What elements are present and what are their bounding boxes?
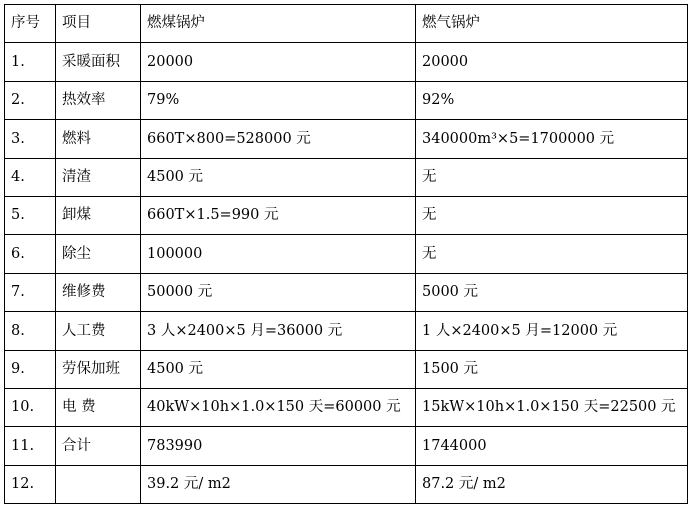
table-row <box>5 196 688 234</box>
row-item: 电 费 <box>56 388 141 426</box>
row-item <box>56 465 141 503</box>
row-index: 10. <box>5 388 56 426</box>
row-coal-boiler-value: 50000 元 <box>141 273 416 311</box>
row-gas-boiler-value: 15kW×10h×1.0×150 天=22500 元 <box>416 388 688 426</box>
row-item: 人工费 <box>56 312 141 350</box>
comparison-table <box>4 4 688 504</box>
row-item: 合计 <box>56 427 141 465</box>
row-index: 6. <box>5 235 56 273</box>
row-gas-boiler-value: 1500 元 <box>416 350 688 388</box>
row-gas-boiler-value: 20000 <box>416 43 688 81</box>
header-gas-boiler: 燃气锅炉 <box>416 5 688 43</box>
header-index: 序号 <box>5 5 56 43</box>
row-coal-boiler-value: 660T×800=528000 元 <box>141 120 416 158</box>
row-gas-boiler-value: 92% <box>416 81 688 119</box>
row-gas-boiler-value: 340000m³×5=1700000 元 <box>416 120 688 158</box>
table-row <box>5 158 688 196</box>
row-index: 8. <box>5 312 56 350</box>
row-gas-boiler-value: 87.2 元/ m2 <box>416 465 688 503</box>
row-index: 3. <box>5 120 56 158</box>
row-index: 5. <box>5 196 56 234</box>
row-gas-boiler-value: 5000 元 <box>416 273 688 311</box>
row-gas-boiler-value: 无 <box>416 235 688 273</box>
table-row <box>5 81 688 119</box>
row-index: 2. <box>5 81 56 119</box>
row-item: 燃料 <box>56 120 141 158</box>
row-gas-boiler-value: 1744000 <box>416 427 688 465</box>
row-gas-boiler-value: 1 人×2400×5 月=12000 元 <box>416 312 688 350</box>
row-coal-boiler-value: 4500 元 <box>141 350 416 388</box>
row-item: 劳保加班 <box>56 350 141 388</box>
row-coal-boiler-value: 4500 元 <box>141 158 416 196</box>
row-index: 4. <box>5 158 56 196</box>
table-row <box>5 427 688 465</box>
table-row <box>5 235 688 273</box>
row-index: 9. <box>5 350 56 388</box>
row-index: 1. <box>5 43 56 81</box>
row-coal-boiler-value: 40kW×10h×1.0×150 天=60000 元 <box>141 388 416 426</box>
row-coal-boiler-value: 100000 <box>141 235 416 273</box>
row-item: 清渣 <box>56 158 141 196</box>
row-item: 卸煤 <box>56 196 141 234</box>
row-coal-boiler-value: 20000 <box>141 43 416 81</box>
row-index: 12. <box>5 465 56 503</box>
header-coal-boiler: 燃煤锅炉 <box>141 5 416 43</box>
row-gas-boiler-value: 无 <box>416 196 688 234</box>
row-gas-boiler-value: 无 <box>416 158 688 196</box>
table-row <box>5 350 688 388</box>
header-row <box>5 5 688 43</box>
row-item: 除尘 <box>56 235 141 273</box>
header-item: 项目 <box>56 5 141 43</box>
table-row <box>5 120 688 158</box>
row-coal-boiler-value: 660T×1.5=990 元 <box>141 196 416 234</box>
row-coal-boiler-value: 783990 <box>141 427 416 465</box>
table-row <box>5 273 688 311</box>
row-coal-boiler-value: 3 人×2400×5 月=36000 元 <box>141 312 416 350</box>
row-coal-boiler-value: 39.2 元/ m2 <box>141 465 416 503</box>
row-coal-boiler-value: 79% <box>141 81 416 119</box>
row-index: 7. <box>5 273 56 311</box>
row-item: 采暖面积 <box>56 43 141 81</box>
table-row <box>5 312 688 350</box>
row-item: 维修费 <box>56 273 141 311</box>
row-item: 热效率 <box>56 81 141 119</box>
table-row <box>5 465 688 503</box>
table-row <box>5 43 688 81</box>
table-row <box>5 388 688 426</box>
row-index: 11. <box>5 427 56 465</box>
